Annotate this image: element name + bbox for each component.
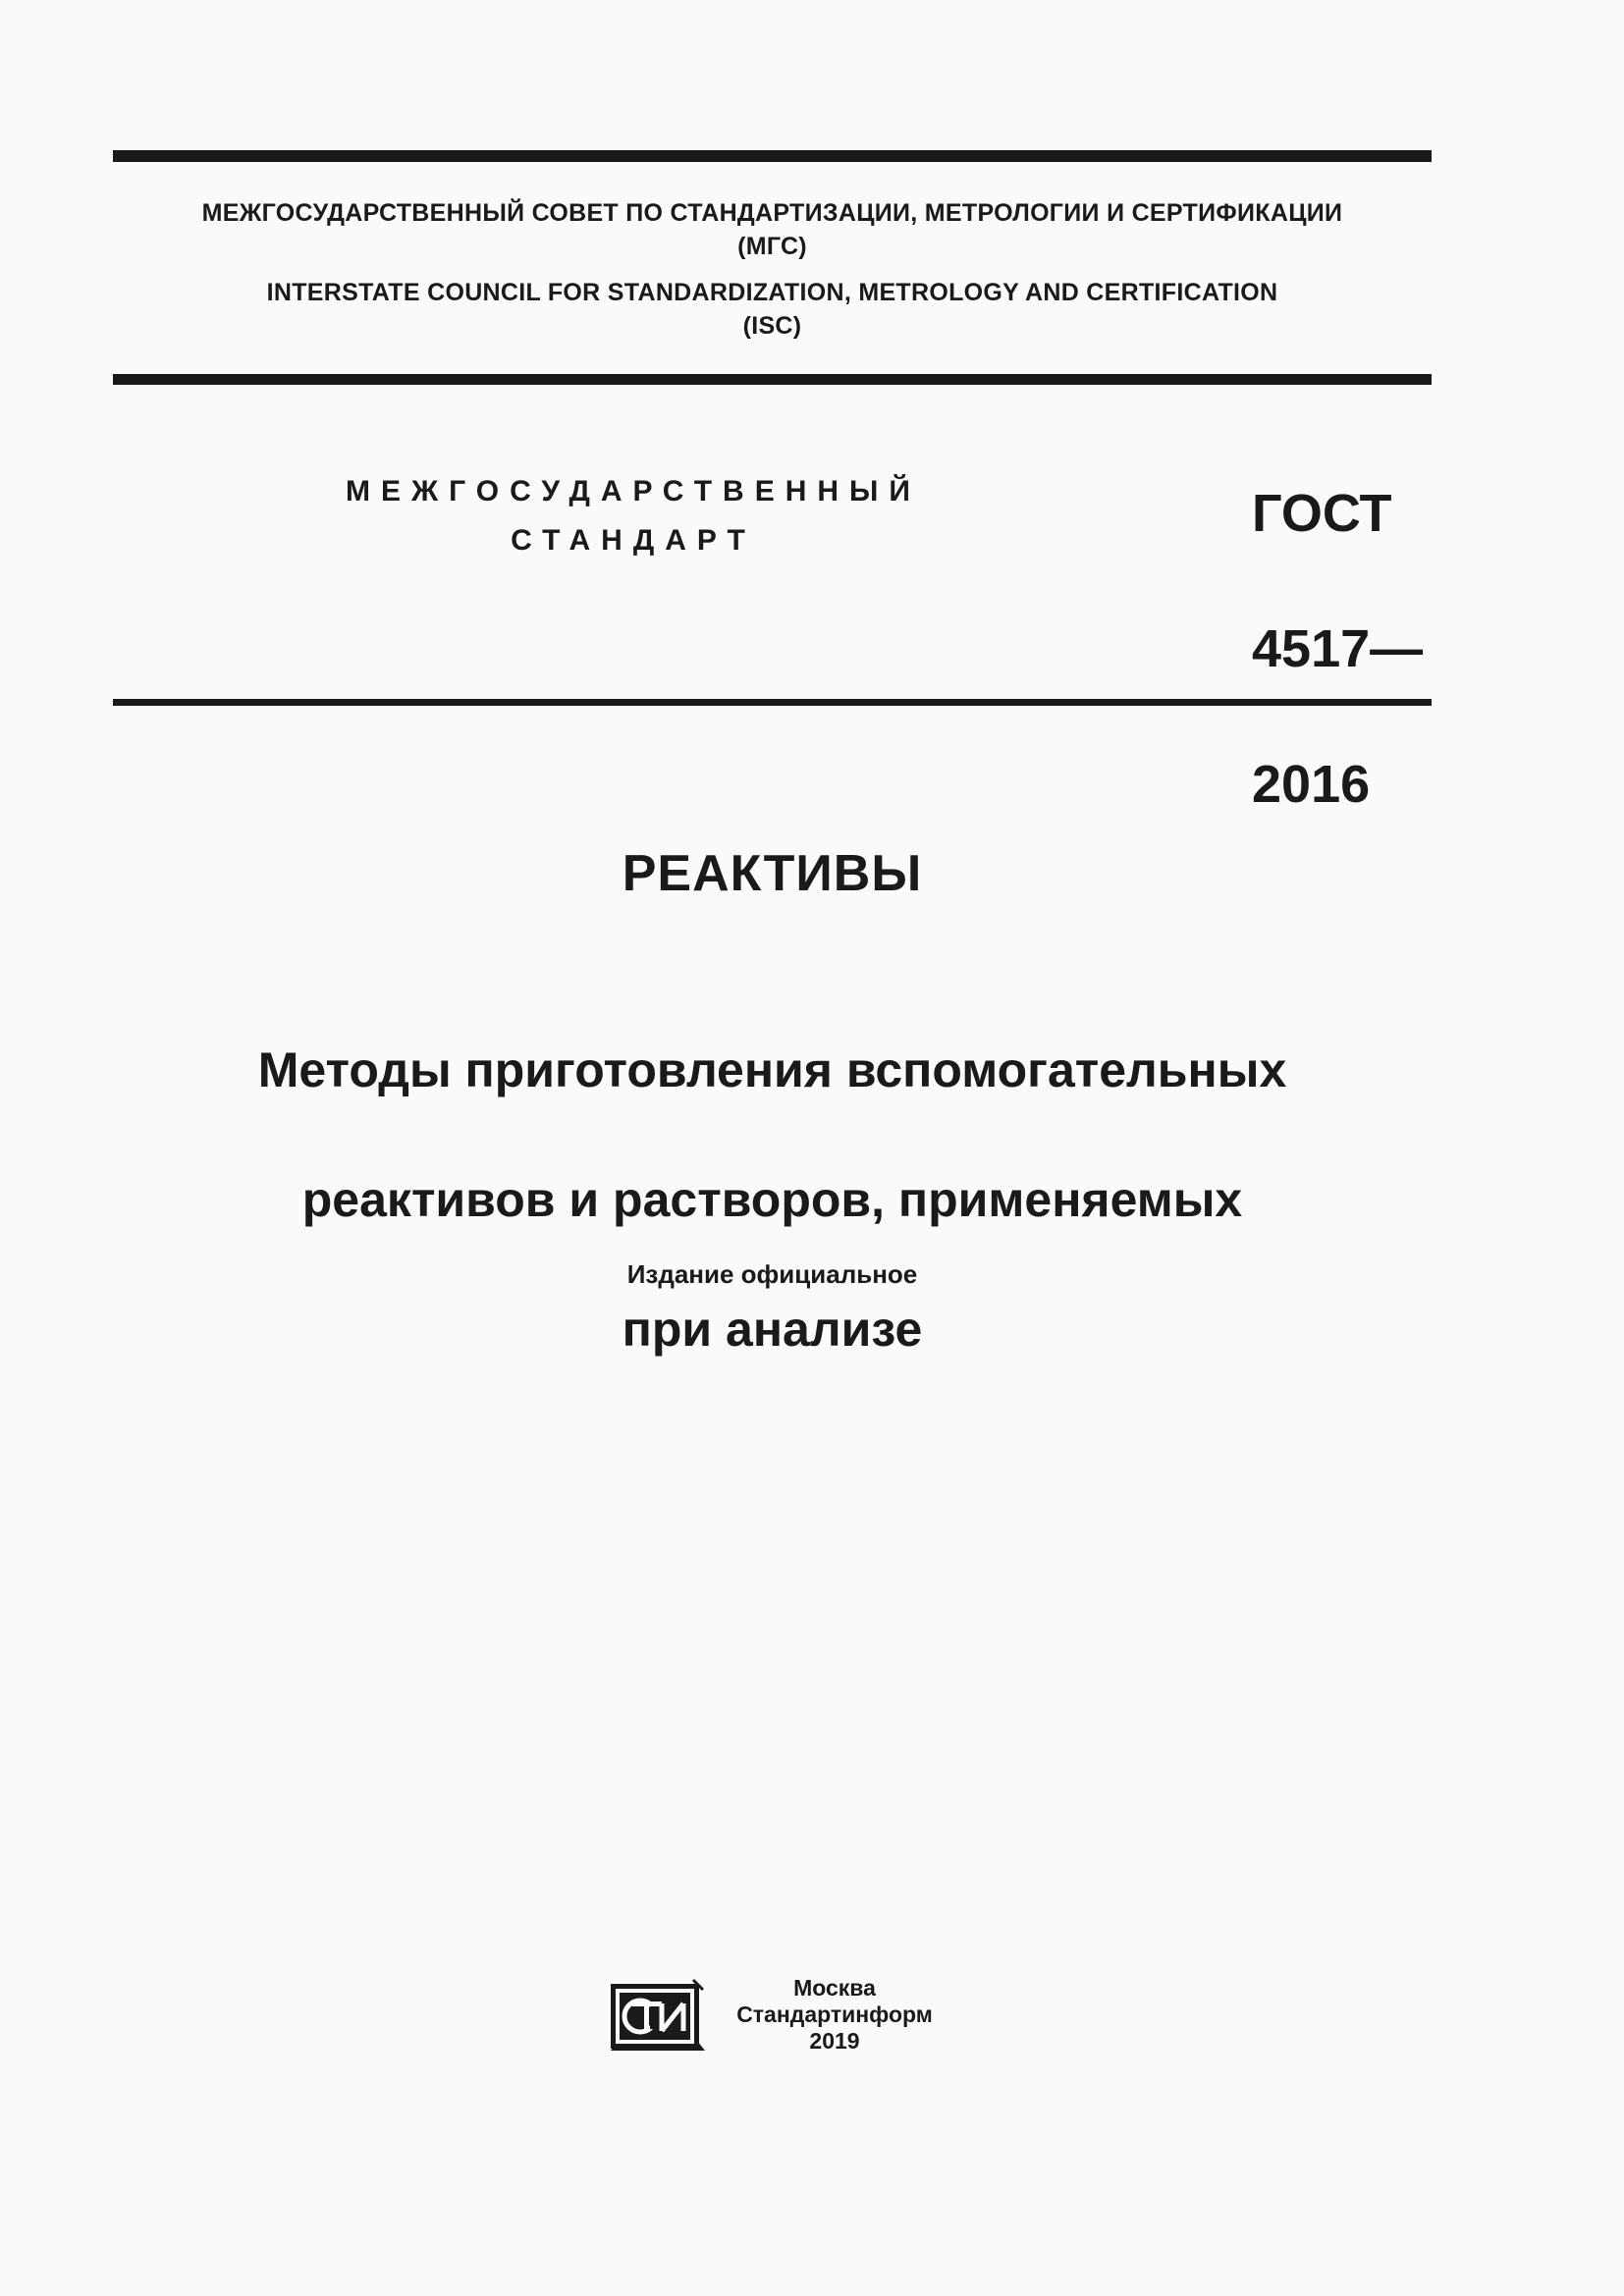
top-rule <box>113 150 1432 162</box>
publisher-name: Стандартинформ <box>736 2002 933 2027</box>
council-en-line2: (ISC) <box>742 312 802 340</box>
council-ru-heading <box>113 196 1432 263</box>
gost-number-line2: 4517— <box>1252 619 1424 678</box>
council-ru-line1: МЕЖГОСУДАРСТВЕННЫЙ СОВЕТ ПО СТАНДАРТИЗАЦИИ, МЕТРОЛОГИИ И СЕРТИФИКАЦИИ <box>201 199 1343 227</box>
gost-number-line3: 2016 <box>1252 755 1371 814</box>
document-title: РЕАКТИВЫ <box>622 845 923 902</box>
council-en-heading <box>113 276 1432 343</box>
header-rule <box>113 374 1432 385</box>
standartinform-logo-icon <box>611 1978 705 2055</box>
section-rule <box>113 699 1432 706</box>
edition-label: Издание официальное <box>626 1259 918 1289</box>
standard-kind <box>295 467 972 565</box>
publisher-city: Москва <box>793 1975 876 2001</box>
subtitle-line1: Методы приготовления вспомогательных <box>257 1042 1287 1097</box>
standard-kind-line2: СТАНДАРТ <box>511 524 756 557</box>
standard-kind-line1: МЕЖГОСУДАРСТВЕННЫЙ <box>346 475 921 507</box>
council-en-line1: INTERSTATE COUNCIL FOR STANDARDIZATION, METROLOGY AND CERTIFICATION <box>266 279 1278 306</box>
subtitle-line3: при анализе <box>622 1302 923 1357</box>
council-ru-line2: (МГС) <box>737 233 807 260</box>
document-subtitle <box>113 973 1432 1426</box>
gost-number <box>1252 412 1448 886</box>
publisher-year: 2019 <box>809 2028 860 2054</box>
subtitle-line2: реактивов и растворов, применяемых <box>301 1172 1243 1227</box>
gost-number-line1: ГОСТ <box>1252 484 1392 543</box>
publisher-info <box>717 1975 952 2055</box>
